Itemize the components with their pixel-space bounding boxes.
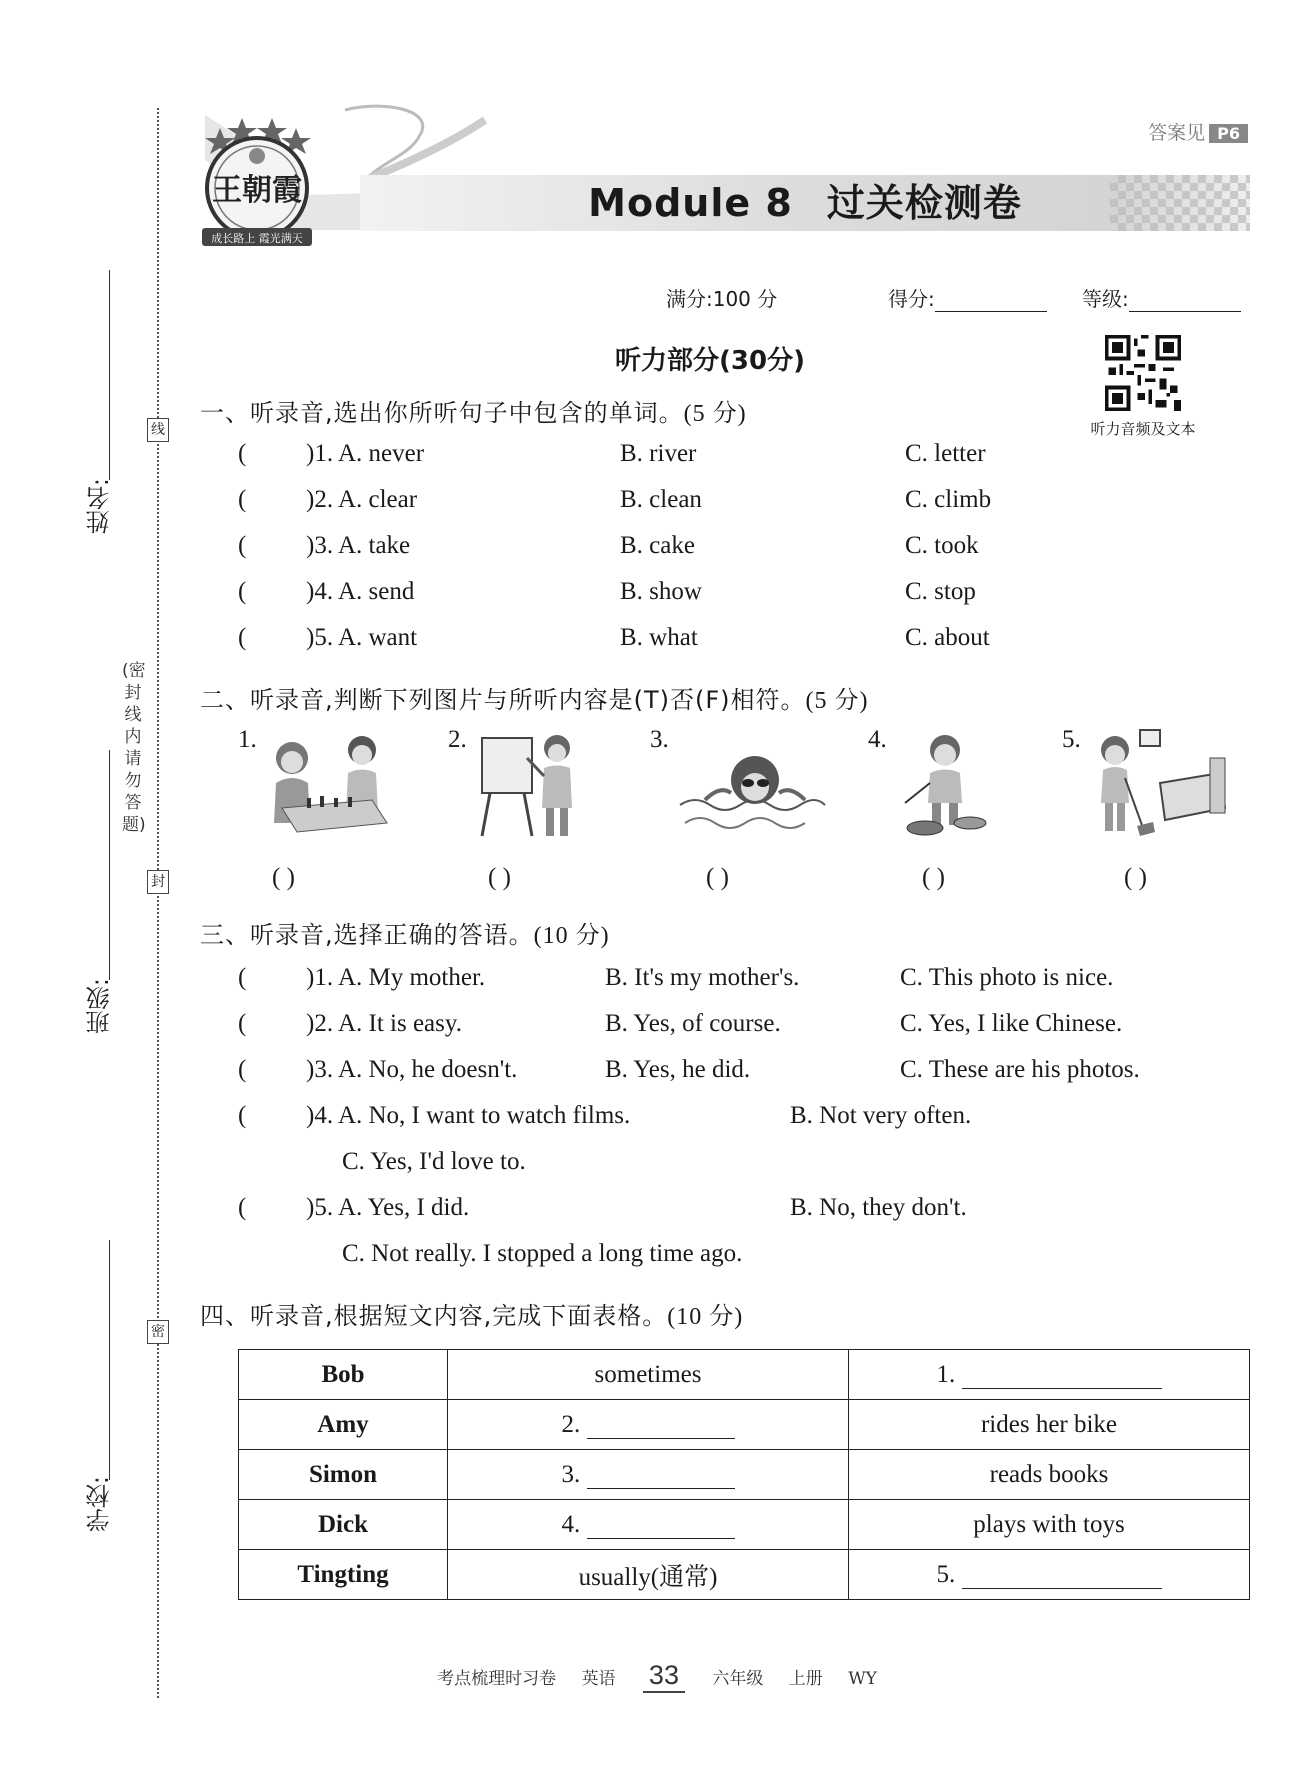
class-label: 班级: [86, 978, 114, 1035]
score-blank[interactable] [935, 289, 1047, 312]
blank-number: 4. [561, 1510, 581, 1538]
footer-subject: 英语 [581, 1669, 616, 1689]
picture-number: 4. [868, 726, 887, 753]
picture-number: 5. [1062, 726, 1081, 753]
part2-points: (5 分) [805, 688, 869, 714]
option-b: B. Yes, he did. [605, 1056, 751, 1083]
part4-title [200, 1296, 743, 1331]
answer-blank[interactable] [962, 1362, 1162, 1389]
page-number: 33 [643, 1660, 685, 1693]
option-c: C. Yes, I'd love to. [342, 1148, 526, 1175]
option-a: )5. A. Yes, I did. [306, 1194, 470, 1221]
grade-field [1082, 283, 1241, 312]
option-b: B. Yes, of course. [605, 1010, 781, 1037]
part3-title-text: 三、听录音,选择正确的答语。 [200, 921, 534, 949]
table-cell-name: Amy [239, 1400, 448, 1450]
part4-title-text: 四、听录音,根据短文内容,完成下面表格。 [200, 1302, 668, 1330]
school-label: 学校: [86, 1476, 114, 1533]
blank-number: 3. [561, 1460, 581, 1488]
table-cell-name: Bob [239, 1350, 448, 1400]
table-row [239, 1350, 1250, 1400]
option-c: C. Yes, I like Chinese. [900, 1010, 1123, 1037]
table-cell-frequency: sometimes [448, 1350, 849, 1400]
brand-logo [190, 108, 325, 253]
option-b: B. show [620, 578, 702, 605]
picture-number: 2. [448, 726, 467, 753]
option-c: C. These are his photos. [900, 1056, 1140, 1083]
module-label: Module 8 [588, 181, 793, 225]
option-b: B. what [620, 624, 698, 651]
answer-blank[interactable] [587, 1462, 735, 1489]
option-a: )5. A. want [306, 624, 418, 651]
table-cell-activity [849, 1550, 1250, 1600]
option-a: )4. A. No, I want to watch films. [306, 1102, 631, 1129]
chess-picture [262, 728, 392, 838]
answer-blank[interactable] [587, 1512, 735, 1539]
answer-paren-open[interactable]: ( [238, 624, 247, 651]
option-c: C. This photo is nice. [900, 964, 1114, 991]
seal-note: (密封线内请勿答题) [122, 661, 146, 835]
option-b: B. Not very often. [790, 1102, 972, 1129]
svg-text:成长路上 霞光满天: 成长路上 霞光满天 [211, 232, 303, 245]
answer-ref-page: P6 [1209, 124, 1248, 143]
option-b: B. clean [620, 486, 702, 513]
name-fill-line [109, 270, 110, 480]
answer-reference [1148, 118, 1248, 145]
activity-table [238, 1349, 1250, 1600]
answer-blank[interactable] [587, 1412, 735, 1439]
part2-title [200, 680, 869, 715]
option-a: )1. A. My mother. [306, 964, 486, 991]
answer-paren-open[interactable]: ( [238, 486, 247, 513]
option-c: C. letter [905, 440, 986, 467]
table-cell-activity: rides her bike [849, 1400, 1250, 1450]
option-a: )2. A. clear [306, 486, 418, 513]
answer-paren-open[interactable]: ( [238, 1056, 247, 1083]
footer-volume: 上册 [788, 1669, 823, 1689]
table-cell-name: Simon [239, 1450, 448, 1500]
qr-code-icon[interactable] [1105, 335, 1181, 411]
score-field [888, 283, 1047, 312]
blank-number: 5. [936, 1560, 956, 1588]
option-c: C. Not really. I stopped a long time ago. [342, 1240, 743, 1267]
option-b: B. river [620, 440, 697, 467]
part1-title-text: 一、听录音,选出你所听句子中包含的单词。 [200, 399, 684, 427]
school-fill-line [109, 1240, 110, 1480]
name-label: 姓名: [86, 478, 114, 535]
seal-char-line: 线 [147, 418, 169, 442]
option-b: B. No, they don't. [790, 1194, 967, 1221]
tf-answer-paren[interactable]: ( ) [1124, 864, 1147, 891]
picture-number: 1. [238, 726, 257, 753]
part4-points: (10 分) [667, 1304, 744, 1330]
option-b: B. cake [620, 532, 695, 559]
tf-answer-paren[interactable]: ( ) [488, 864, 511, 891]
table-cell-activity: reads books [849, 1450, 1250, 1500]
answer-ref-label: 答案见 [1148, 122, 1206, 144]
table-cell-frequency [448, 1400, 849, 1450]
option-a: )3. A. take [306, 532, 411, 559]
answer-paren-open[interactable]: ( [238, 532, 247, 559]
seal-char-seal: 封 [147, 870, 169, 894]
tf-answer-paren[interactable]: ( ) [922, 864, 945, 891]
table-cell-frequency [448, 1450, 849, 1500]
table-row [239, 1550, 1250, 1600]
option-b: B. It's my mother's. [605, 964, 800, 991]
option-c: C. climb [905, 486, 992, 513]
sweeping-picture [1085, 728, 1230, 840]
option-a: )3. A. No, he doesn't. [306, 1056, 518, 1083]
listening-heading: 听力部分(30分) [615, 346, 805, 376]
part1-points: (5 分) [683, 401, 747, 427]
part3-title [200, 915, 610, 950]
table-cell-frequency: usually(通常) [448, 1550, 849, 1600]
table-cell-name: Dick [239, 1500, 448, 1550]
answer-paren-open[interactable]: ( [238, 1102, 247, 1129]
option-c: C. about [905, 624, 990, 651]
footer-series: 考点梳理时习卷 [437, 1669, 557, 1689]
table-cell-activity [849, 1350, 1250, 1400]
page-footer [0, 1660, 1314, 1693]
table-row [239, 1400, 1250, 1450]
seal-dotted-line [157, 108, 159, 1698]
option-a: )4. A. send [306, 578, 415, 605]
option-c: C. stop [905, 578, 976, 605]
table-cell-frequency [448, 1500, 849, 1550]
painting-picture [472, 728, 582, 838]
answer-paren-open[interactable]: ( [238, 440, 247, 467]
full-marks: 满分:100 分 [666, 287, 778, 311]
score-label: 得分: [888, 287, 935, 311]
grade-label: 等级: [1082, 287, 1129, 311]
seal-char-secret: 密 [147, 1320, 169, 1344]
answer-paren-open[interactable]: ( [238, 964, 247, 991]
answer-paren-open[interactable]: ( [238, 1010, 247, 1037]
footer-edition: WY [848, 1669, 877, 1689]
option-a: )2. A. It is easy. [306, 1010, 462, 1037]
answer-paren-open[interactable]: ( [238, 1194, 247, 1221]
answer-paren-open[interactable]: ( [238, 578, 247, 605]
qr-caption: 听力音频及文本 [1090, 420, 1196, 438]
swimming-picture [675, 745, 830, 840]
part3-points: (10 分) [533, 923, 610, 949]
footer-grade: 六年级 [712, 1669, 764, 1689]
table-cell-name: Tingting [239, 1550, 448, 1600]
picture-number: 3. [650, 726, 669, 753]
answer-blank[interactable] [962, 1562, 1162, 1589]
class-fill-line [109, 750, 110, 980]
part1-title [200, 393, 747, 428]
table-cell-activity: plays with toys [849, 1500, 1250, 1550]
option-a: )1. A. never [306, 440, 425, 467]
grade-blank[interactable] [1129, 289, 1241, 312]
tf-answer-paren[interactable]: ( ) [706, 864, 729, 891]
title-text: 过关检测卷 [826, 181, 1022, 225]
table-row [239, 1500, 1250, 1550]
tf-answer-paren[interactable]: ( ) [272, 864, 295, 891]
option-c: C. took [905, 532, 979, 559]
table-row [239, 1450, 1250, 1500]
svg-text:王朝霞: 王朝霞 [212, 173, 302, 208]
eating-picture [900, 728, 1000, 840]
blank-number: 2. [561, 1410, 581, 1438]
part2-title-text: 二、听录音,判断下列图片与所听内容是(T)否(F)相符。 [200, 686, 806, 714]
blank-number: 1. [936, 1360, 956, 1388]
page-title [360, 175, 1250, 231]
